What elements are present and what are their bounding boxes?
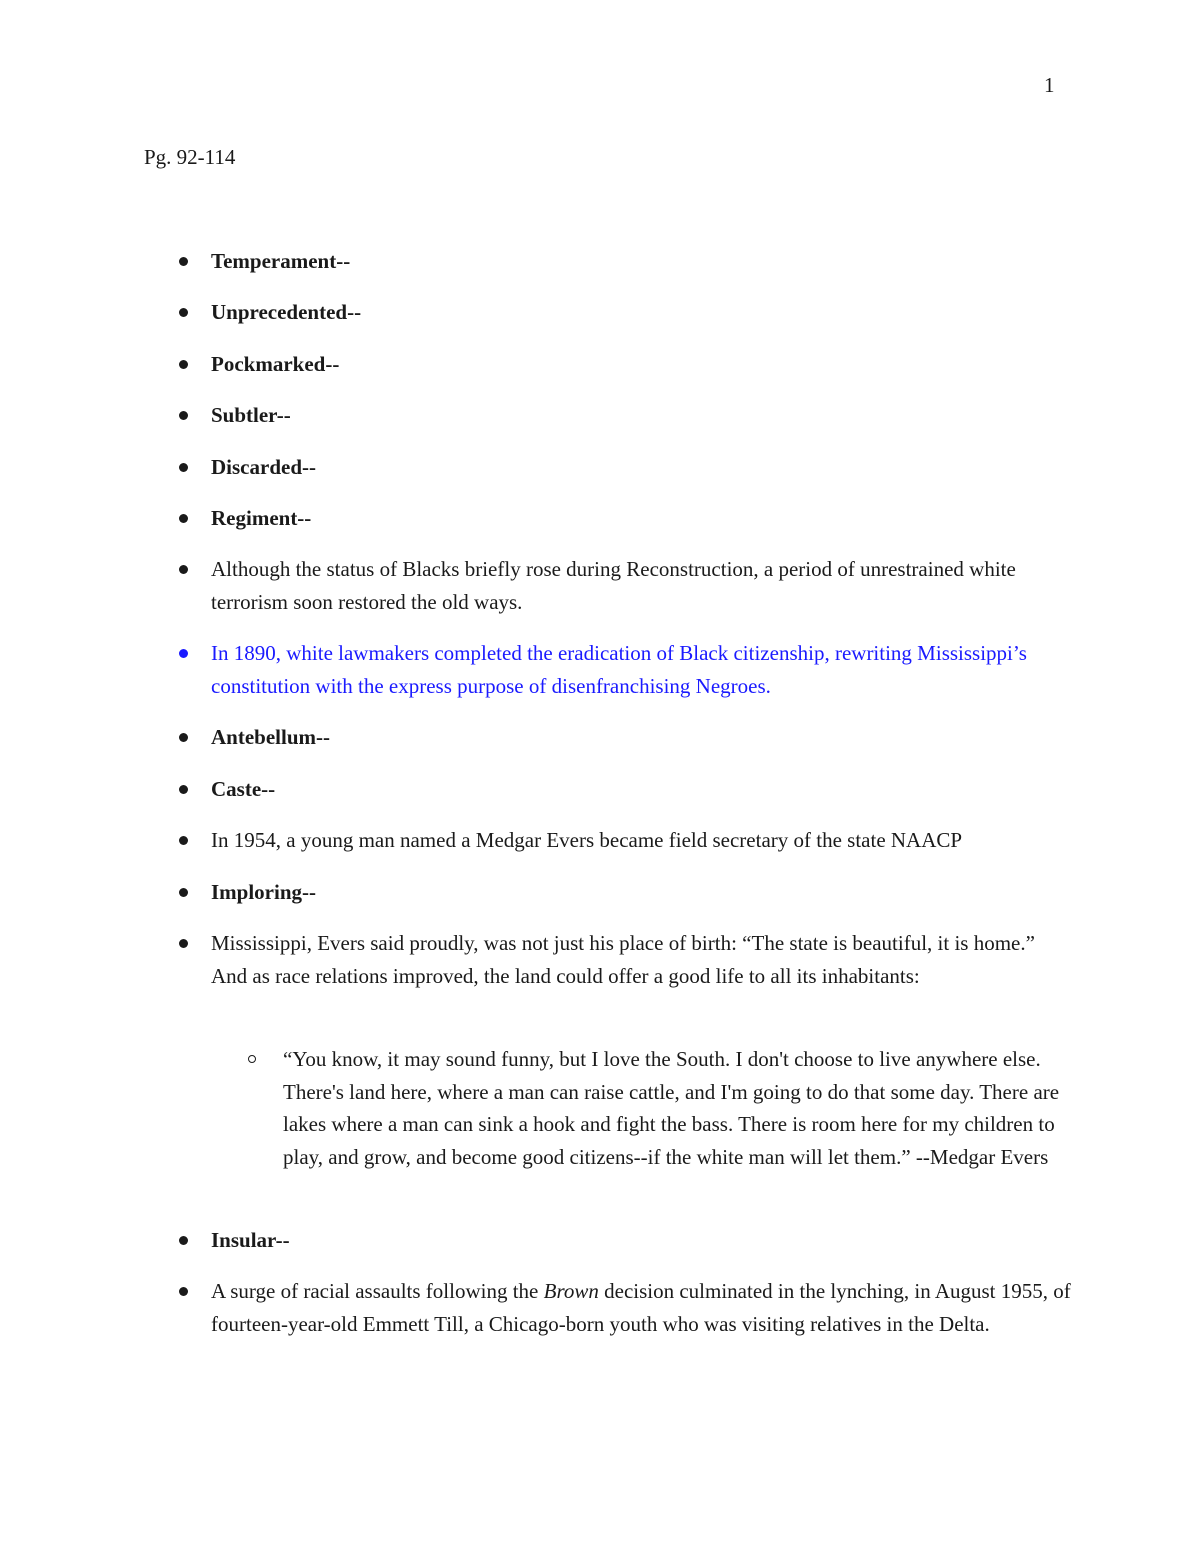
vocab-term: Unprecedented-- [211,300,362,324]
vocab-term: Temperament-- [211,249,351,273]
list-item-medgar-evers: In 1954, a young man named a Medgar Evers became field secretary of the state NAACP [211,824,1071,857]
vocab-term: Antebellum-- [211,725,330,749]
list-item-subtler [211,399,1071,432]
vocab-term: Subtler-- [211,403,291,427]
quote-sub-item: “You know, it may sound funny, but I love the South. I don't choose to live anywhere else. There's land here, where a man can raise cattle, and I'm going to do that some day. There are lakes where a man can sink a hook and fight the bass. There is room here for my children to play, and grow, and become good citizens--if the white man will let them.” --Medgar Evers [283,1043,1063,1173]
list-item-caste [211,773,1071,806]
list-item-antebellum [211,721,1071,754]
text-after: decision culminated in the lynching, in August 1955, of fourteen-year-old Emmett Till, a Chicago-born youth who was visiting relatives in the Delta. [211,1279,1071,1336]
list-item-1890-constitution: In 1890, white lawmakers completed the eradication of Black citizenship, rewriting Mississippi’s constitution with the express purpose of disenfranchising Negroes. [211,637,1071,702]
list-item-mississippi-home: Mississippi, Evers said proudly, was not just his place of birth: “The state is beautiful, it is home.” And as race relations improved, the land could offer a good life to all its inhabitants: [211,927,1071,992]
vocab-term: Imploring-- [211,880,316,904]
list-item-temperament [211,245,1071,278]
list-item-emmett-till [211,1275,1071,1340]
list-item-pockmarked [211,348,1071,381]
list-item-reconstruction: Although the status of Blacks briefly rose during Reconstruction, a period of unrestrained white terrorism soon restored the old ways. [211,553,1071,618]
page-number: 1 [1044,73,1055,97]
list-item-regiment [211,502,1071,535]
vocab-term: Caste-- [211,777,276,801]
list-item-unprecedented [211,296,1071,329]
italic-case-name: Brown [543,1279,599,1303]
vocab-term: Pockmarked-- [211,352,340,376]
text-before: A surge of racial assaults following the [211,1279,544,1303]
list-item-discarded [211,451,1071,484]
page-heading: Pg. 92-114 [144,145,236,169]
vocab-term: Regiment-- [211,506,312,530]
vocab-term: Discarded-- [211,455,316,479]
list-item-imploring [211,876,1071,909]
list-item-insular [211,1224,1071,1257]
vocab-term: Insular-- [211,1228,290,1252]
